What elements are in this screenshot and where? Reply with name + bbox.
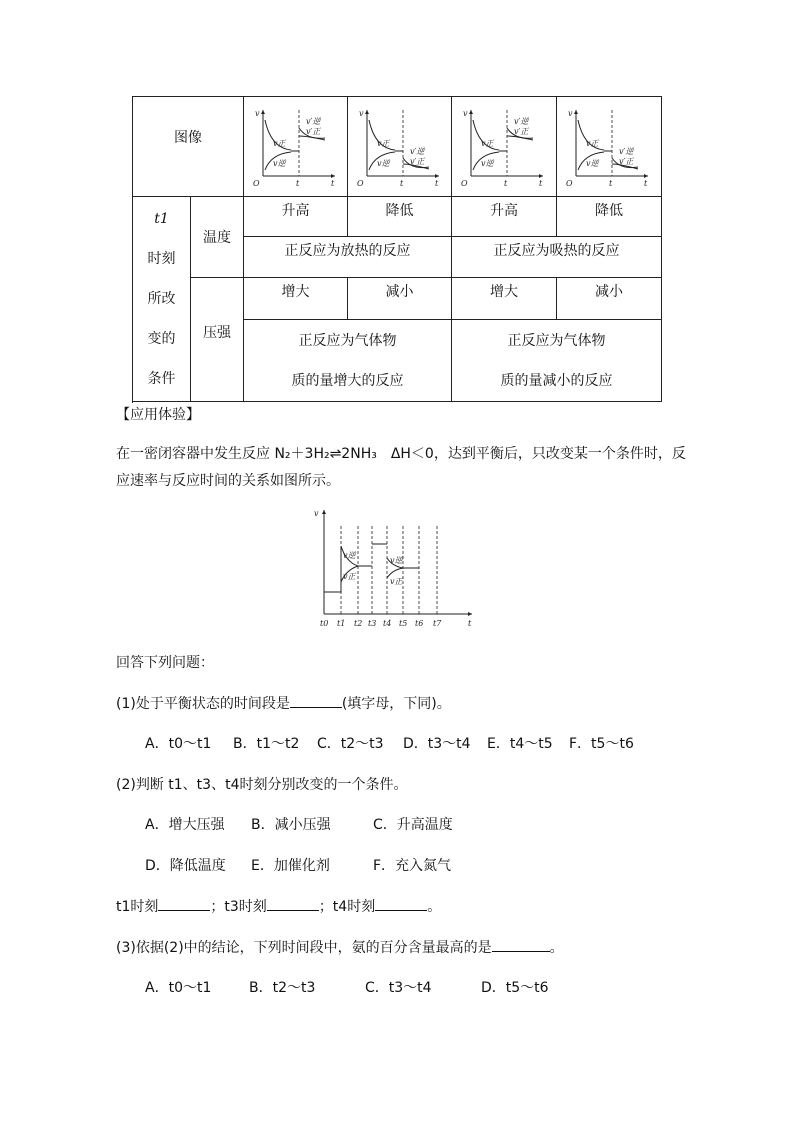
pressure-cell: 减小 — [348, 278, 452, 320]
fill-label: t1时刻 — [116, 899, 159, 915]
vprime-forward-label: v′正 — [619, 156, 634, 166]
time-tick-label: t7 — [433, 619, 442, 628]
t-axis-label: t — [539, 178, 543, 188]
option[interactable]: A．t0～t1 — [145, 980, 212, 996]
pressure-note-line: 正反应为气体物 — [507, 332, 606, 349]
option[interactable]: C．t2～t3 — [317, 736, 384, 752]
q3-stem: (3)依据(2)中的结论，下列时间段中，氨的百分含量最高的是 — [116, 940, 492, 956]
t1-label: t — [295, 178, 299, 188]
v-reverse-label: v逆 — [481, 158, 494, 168]
side-label-line: 所改 — [147, 291, 176, 307]
rate-time-figure — [310, 506, 480, 632]
y-axis-arrow — [261, 110, 265, 114]
v-forward-label: v正 — [586, 138, 599, 148]
q3-stem-tail: 。 — [549, 940, 564, 956]
graph-4 — [557, 97, 662, 197]
answer-blank[interactable] — [375, 898, 427, 911]
time-tick-label: t5 — [399, 619, 408, 628]
side-label-line: 时刻 — [147, 251, 176, 267]
pressure-cell: 减小 — [557, 278, 662, 320]
x-axis-arrow — [468, 612, 472, 616]
graph-1 — [244, 97, 348, 197]
temp-cell: 升高 — [452, 197, 557, 237]
time-tick-label: t2 — [354, 619, 363, 628]
time-tick-label: t1 — [337, 619, 346, 628]
graph-3 — [452, 97, 557, 197]
option[interactable]: E．t4～t5 — [487, 736, 553, 752]
q1-stem-tail: (填字母，下同)。 — [341, 696, 451, 712]
v-axis-label: v — [358, 108, 364, 118]
graph-2 — [348, 97, 452, 197]
answer-blank[interactable] — [290, 695, 342, 708]
temp-cell: 升高 — [244, 197, 348, 237]
q2-fill-line — [116, 896, 441, 916]
vprime-reverse-label: v′逆 — [619, 146, 634, 156]
temp-cell: 降低 — [557, 197, 662, 237]
vprime-reverse-label: v′逆 — [514, 116, 529, 126]
time-tick-label: t6 — [415, 619, 424, 628]
t-axis-label: t — [644, 178, 648, 188]
temp-note: 正反应为吸热的反应 — [452, 237, 662, 278]
intro-line-1: 在一密闭容器中发生反应 N₂＋3H₂⇌2NH₃ ΔH＜0，达到平衡后，只改变某一个条件时，反 — [116, 446, 686, 462]
vprime-forward-label: v′正 — [409, 156, 424, 166]
t1-label: t — [399, 178, 403, 188]
origin-label: O — [356, 178, 364, 188]
pressure-note-line: 质的量减小的反应 — [500, 372, 613, 389]
pressure-note-line: 质的量增大的反应 — [291, 372, 404, 389]
fill-label: 。 — [427, 899, 442, 915]
v-axis-label: v — [254, 108, 260, 118]
vprime-forward-label: v′正 — [514, 126, 529, 136]
y-axis-arrow — [469, 110, 473, 114]
rate-label: v逆 — [343, 551, 356, 560]
image-header-label: 图像 — [174, 129, 202, 146]
image-header-cell — [133, 97, 244, 197]
option[interactable]: C．t3～t4 — [365, 980, 432, 996]
option[interactable]: A．t0～t1 — [145, 736, 212, 752]
q1-stem: (1)处于平衡状态的时间段是 — [116, 696, 290, 712]
pressure-cell: 增大 — [244, 278, 348, 320]
t1-condition-label — [133, 197, 191, 402]
temp-note: 正反应为放热的反应 — [244, 237, 452, 278]
q2-options-row-2 — [145, 855, 451, 875]
option[interactable]: B．t1～t2 — [233, 736, 300, 752]
option[interactable]: C．升高温度 — [373, 817, 453, 833]
y-axis-arrow — [574, 110, 578, 114]
rate-label: v正 — [390, 577, 403, 586]
x-axis-arrow — [539, 174, 543, 178]
pressure-cell: 增大 — [452, 278, 557, 320]
fill-label: ；t4时刻 — [318, 899, 376, 915]
option[interactable]: F．充入氮气 — [373, 858, 452, 874]
option[interactable]: D．降低温度 — [145, 858, 226, 874]
x-axis-arrow — [644, 174, 648, 178]
question-1 — [116, 693, 451, 713]
vprime-forward-label: v′正 — [305, 126, 320, 136]
rate-label: v逆 — [390, 556, 403, 565]
side-label-line: t1 — [154, 211, 169, 227]
v-forward-label: v正 — [376, 138, 390, 148]
question-2: (2)判断 t1、t3、t4时刻分别改变的一个条件。 — [116, 777, 408, 793]
temperature-label: 温度 — [191, 197, 244, 278]
y-axis-arrow — [365, 110, 369, 114]
option[interactable]: D．t3～t4 — [403, 736, 471, 752]
x-axis-arrow — [331, 174, 335, 178]
t-axis-label: t — [468, 619, 472, 628]
v-reverse-label: v逆 — [272, 158, 286, 168]
v-axis-label: v — [463, 108, 468, 118]
option[interactable]: D．t5～t6 — [481, 980, 549, 996]
t-axis-label: t — [330, 178, 334, 188]
condition-table — [132, 96, 662, 402]
side-label-line: 变的 — [147, 331, 176, 347]
v-axis-label: v — [314, 509, 319, 518]
t1-label: t — [504, 178, 508, 188]
rate-label: v正 — [343, 572, 356, 581]
vprime-reverse-label: v′逆 — [305, 116, 320, 126]
origin-label: O — [461, 178, 468, 188]
v-forward-label: v正 — [272, 138, 286, 148]
q3-options — [145, 977, 549, 997]
t1-label: t — [609, 178, 613, 188]
fill-label: ；t3时刻 — [210, 899, 267, 915]
answer-blank[interactable] — [492, 939, 550, 952]
y-axis-arrow — [322, 510, 326, 514]
temp-cell: 降低 — [348, 197, 452, 237]
q2-options-row-1 — [145, 814, 453, 834]
pressure-note-line: 正反应为气体物 — [298, 332, 397, 349]
section-title: 【应用体验】 — [116, 407, 200, 423]
q1-options — [145, 733, 634, 753]
origin-label: O — [252, 178, 260, 188]
answer-prompt: 回答下列问题： — [116, 655, 214, 671]
side-label-line: 条件 — [147, 371, 176, 387]
t-axis-label: t — [434, 178, 438, 188]
pressure-note — [452, 320, 662, 402]
option[interactable]: F．t5～t6 — [569, 736, 634, 752]
option[interactable]: E．加催化剂 — [251, 858, 330, 874]
v-axis-label: v — [568, 108, 573, 118]
origin-label: O — [566, 178, 573, 188]
intro-line-2: 应速率与反应时间的关系如图所示。 — [116, 473, 340, 489]
vprime-reverse-label: v′逆 — [409, 146, 424, 156]
v-reverse-label: v逆 — [586, 158, 599, 168]
pressure-note — [244, 320, 452, 402]
x-axis-arrow — [435, 174, 439, 178]
answer-blank[interactable] — [158, 898, 210, 911]
option[interactable]: B．t2～t3 — [249, 980, 316, 996]
time-tick-label: t4 — [383, 619, 392, 628]
answer-blank[interactable] — [267, 898, 319, 911]
option[interactable]: A．增大压强 — [145, 817, 225, 833]
time-tick-label: t0 — [320, 619, 329, 628]
pressure-label: 压强 — [191, 278, 244, 402]
question-3 — [116, 937, 564, 957]
time-tick-label: t3 — [368, 619, 377, 628]
option[interactable]: B．减小压强 — [251, 817, 331, 833]
v-reverse-label: v逆 — [376, 158, 390, 168]
v-forward-label: v正 — [481, 138, 494, 148]
